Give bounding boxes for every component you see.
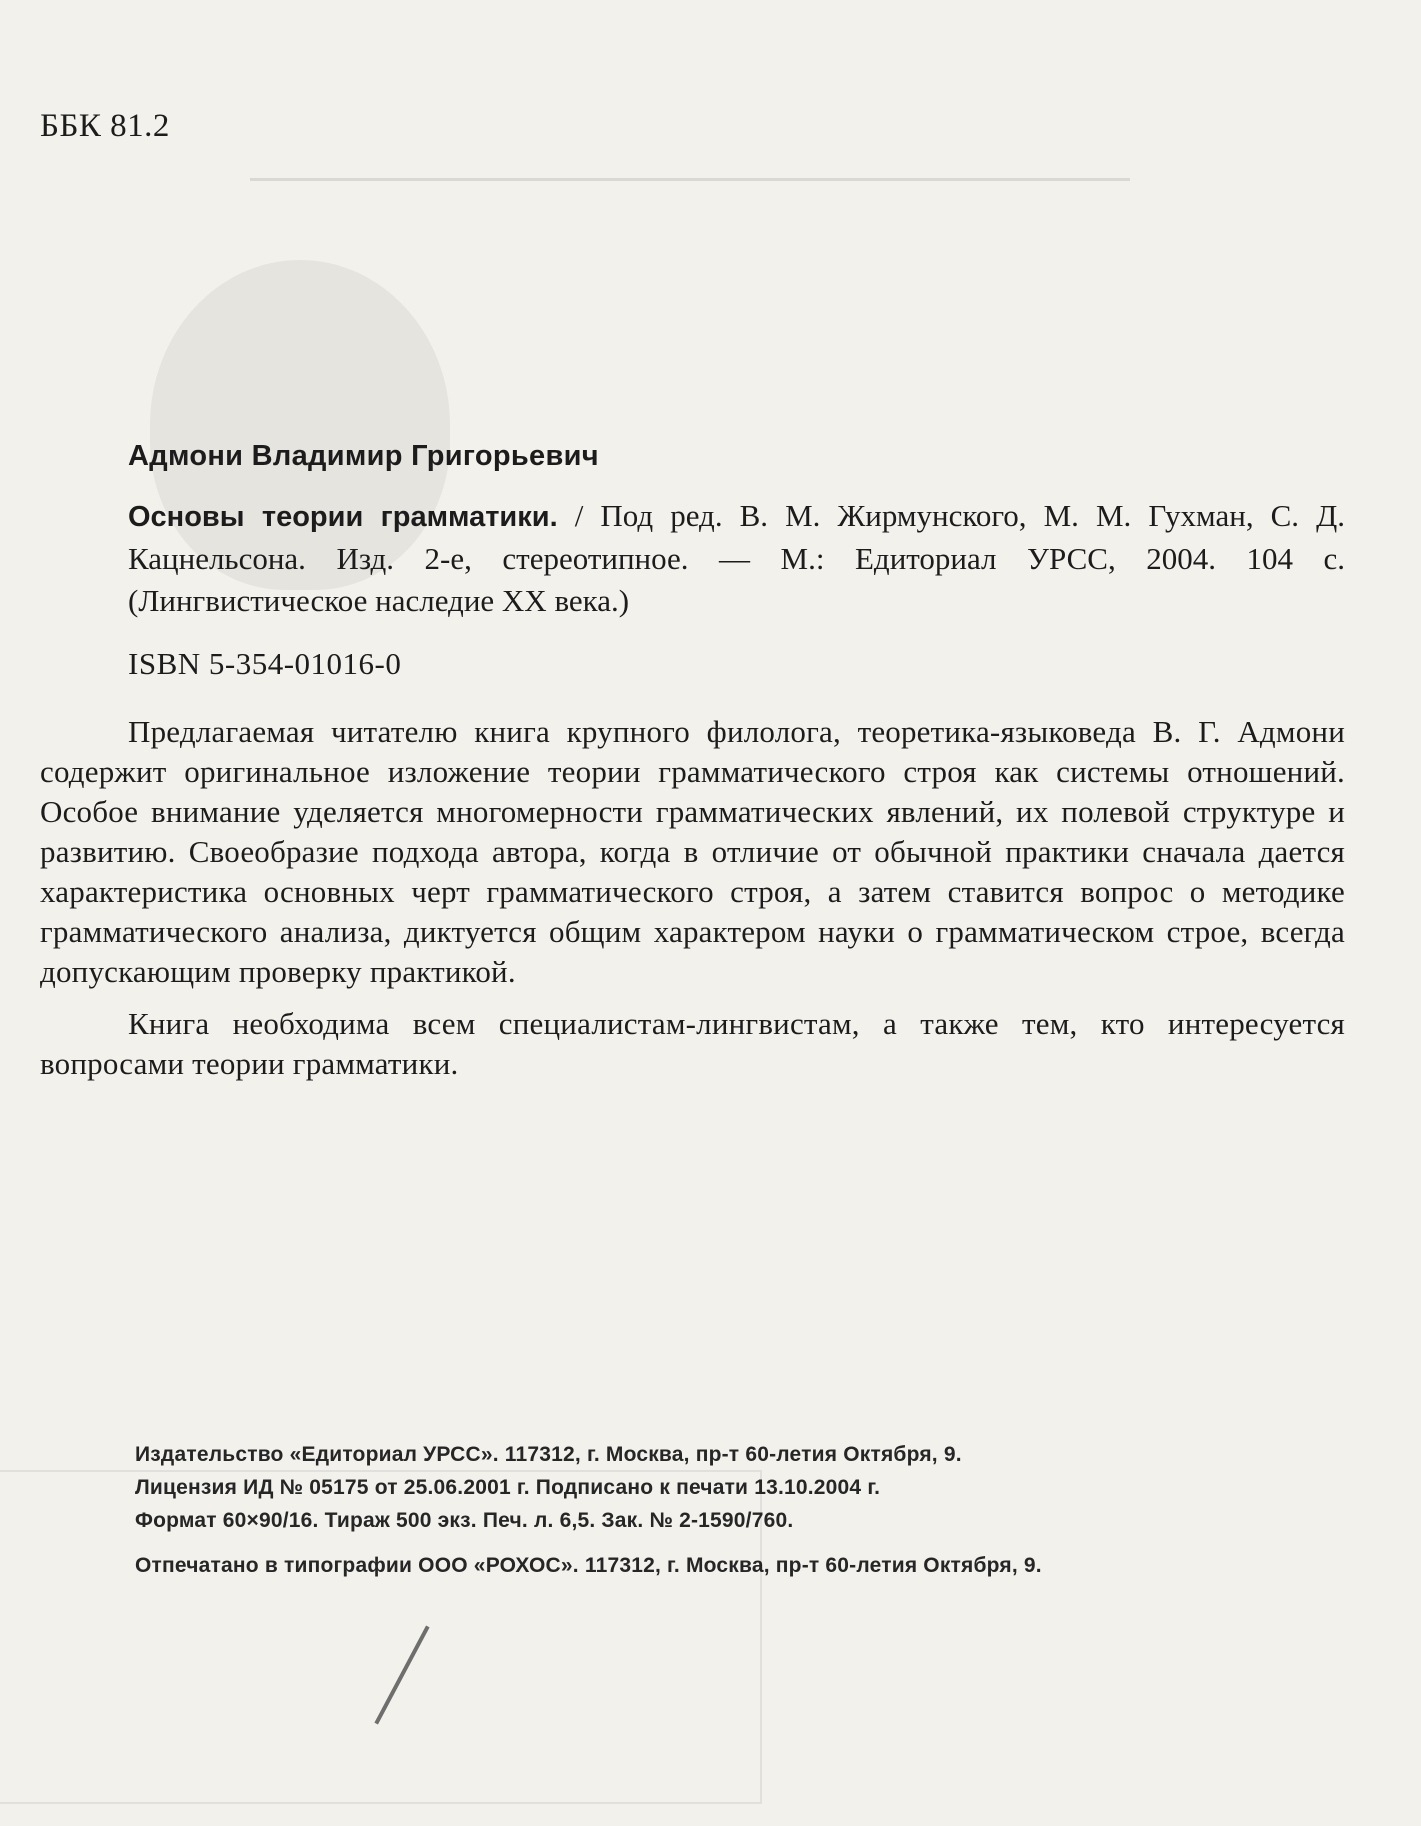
abstract-paragraph: Книга необходима всем специалистам-лингвистам, а также тем, кто интересуется вопросами теории грамматики. bbox=[40, 1006, 1345, 1081]
imprint-format: Формат 60×90/16. Тираж 500 экз. Печ. л. 6,5. Зак. № 2-1590/760. bbox=[135, 1509, 794, 1532]
bleed-through-rule bbox=[250, 178, 1130, 181]
abstract bbox=[40, 712, 1345, 1084]
book-details: / Под ред. В. М. Жирмунского, М. М. Гухман, С. Д. Кацнельсона. Изд. 2-е, стереотипное. — М.: Едиториал УРСС, 2004. 104 с. (Лингвистическое наследие XX века.) bbox=[128, 498, 1345, 618]
bbk-code: ББК 81.2 bbox=[40, 108, 170, 144]
author-name: Адмони Владимир Григорьевич bbox=[128, 440, 599, 472]
imprint-printer: Отпечатано в типографии ООО «РОХОС». 117312, г. Москва, пр-т 60-летия Октября, 9. bbox=[135, 1554, 1042, 1577]
book-title: Основы теории грамматики. bbox=[128, 501, 558, 533]
abstract-paragraph: Предлагаемая читателю книга крупного филолога, теоретика-языковеда В. Г. Адмони содержит оригинальное изложение теории грамматического строя как системы отношений. Особое внимание уделяется многомерности грамматических явлений, их полевой структуре и развитию. Своеобразие подхода автора, когда в отличие от обычной практики сначала дается характеристика основных черт грамматического строя, а затем ставится вопрос о методике грамматического анализа, диктуется общим характером науки о грамматическом строе, всегда допускающим проверку практикой. bbox=[40, 714, 1345, 989]
isbn: ISBN 5-354-01016-0 bbox=[128, 646, 402, 681]
imprint-license: Лицензия ИД № 05175 от 25.06.2001 г. Подписано к печати 13.10.2004 г. bbox=[135, 1476, 881, 1499]
imprint-block bbox=[135, 1438, 1335, 1582]
catalog-card bbox=[40, 440, 1345, 1096]
imprint-publisher: Издательство «Едиториал УРСС». 117312, г. Москва, пр-т 60-летия Октября, 9. bbox=[135, 1443, 962, 1466]
bibliographic-description bbox=[40, 495, 1345, 622]
